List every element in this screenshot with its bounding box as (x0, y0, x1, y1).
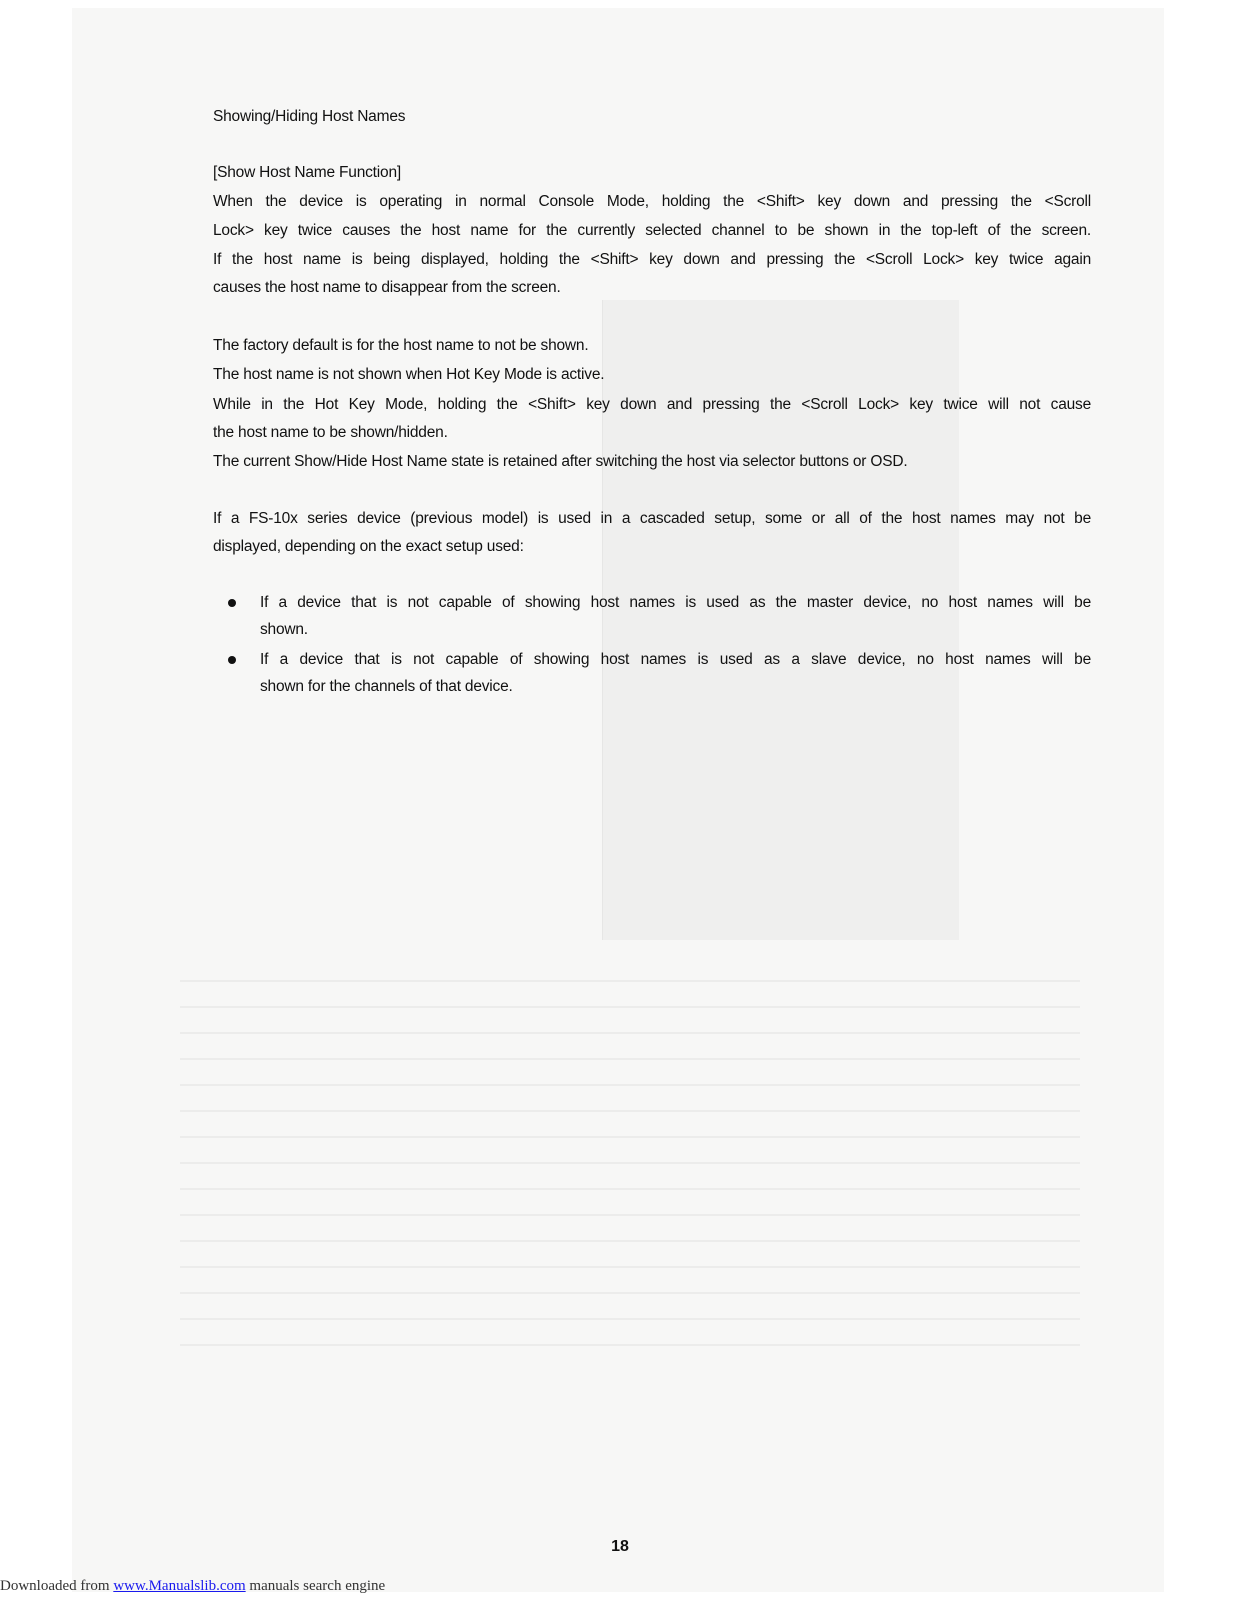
bullet-line: If a device that is not capable of showing host names is used as the master device, no host names will be (260, 594, 1091, 611)
paragraph-line: The current Show/Hide Host Name state is retained after switching the host via selector buttons or OSD. (213, 453, 908, 470)
paragraph-line: displayed, depending on the exact setup used: (213, 538, 524, 555)
paragraph-line: While in the Hot Key Mode, holding the <Shift> key down and pressing the <Scroll Lock> key twice will not cause (213, 396, 1091, 413)
bullet-dot-icon (228, 599, 236, 607)
paragraph-line: The factory default is for the host name to not be shown. (213, 337, 589, 354)
bullet-dot-icon (228, 656, 236, 664)
bullet-line: shown. (260, 621, 308, 638)
paragraph-line: If a FS-10x series device (previous model) is used in a cascaded setup, some or all of the host names may not be (213, 510, 1091, 527)
bullet-line: shown for the channels of that device. (260, 678, 513, 695)
footer-prefix: Downloaded from (0, 1578, 114, 1594)
paragraph-line: Lock> key twice causes the host name for the currently selected channel to be shown in the top-left of the screen. (213, 222, 1091, 239)
footer-suffix: manuals search engine (245, 1578, 386, 1594)
paragraph-line: The host name is not shown when Hot Key Mode is active. (213, 366, 605, 383)
sub-heading: [Show Host Name Function] (213, 164, 401, 181)
bleed-through-lines (180, 980, 1080, 1420)
download-footer (0, 1576, 385, 1596)
paragraph-line: causes the host name to disappear from the screen. (213, 279, 561, 296)
paragraph-line: If the host name is being displayed, holding the <Shift> key down and pressing the <Scroll Lock> key twice again (213, 251, 1091, 268)
paragraph-line: When the device is operating in normal Console Mode, holding the <Shift> key down and pressing the <Scroll (213, 193, 1091, 210)
page-number: 18 (611, 1538, 629, 1555)
bullet-line: If a device that is not capable of showing host names is used as a slave device, no host names will be (260, 651, 1091, 668)
paragraph-line: the host name to be shown/hidden. (213, 424, 448, 441)
section-heading: Showing/Hiding Host Names (213, 108, 406, 125)
manualslib-link[interactable]: www.Manualslib.com (113, 1578, 246, 1594)
